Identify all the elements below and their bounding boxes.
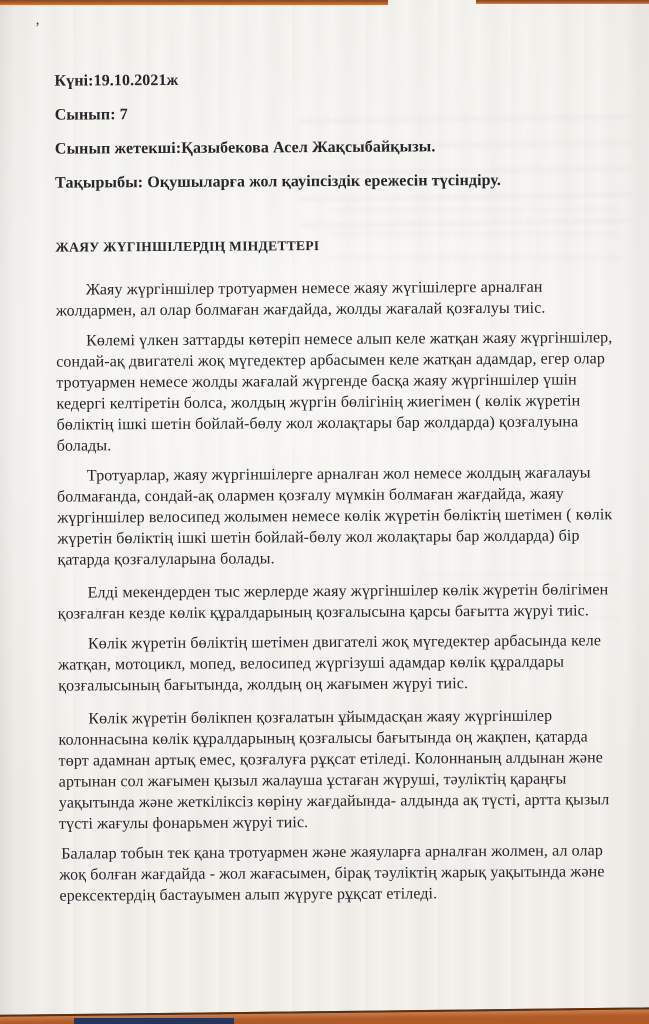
grade-line: Сынып: 7 [54, 106, 128, 124]
table-edge-navy-strip [74, 1018, 234, 1024]
date-line: Күні:19.10.2021ж [54, 71, 179, 90]
topic-line: Тақырыбы: Оқушыларға жол қауіпсіздік ережесін түсіндіру. [55, 171, 502, 192]
section-title: ЖАЯУ ЖҮГІНШІЛЕРДІҢ МІНДЕТТЕРІ [55, 238, 320, 255]
body-text [56, 276, 617, 906]
paragraph: Көлік жүретін бөліктің шетімен двигателі жоқ мүгедектер арбасында келе жатқан, мотоцикл, мопед, велосипед жүргізуші адамдар көлік құралдары қозғалысының бағытында, жолдың оң жағымен жүруі тиіс. [58, 632, 602, 695]
paragraph: Елді мекендерден тыс жерлерде жаяу жүргіншілер көлік жүретін бөлігімен қозғалған кезде көлік құралдарының қозғалысына қарсы бағытта жүруі тиіс. [57, 581, 609, 623]
paragraph: Жаяу жүргіншілер тротуармен немесе жаяу жүгішілерге арналған жолдармен, ал олар болмаған жағдайда, жолды жағалай қозғалуы тиіс. [55, 278, 546, 320]
teacher-line: Сынып жетекші:Қазыбекова Асел Жақсыбайқызы. [54, 138, 436, 158]
ink-speck: ’ [35, 20, 40, 36]
paragraph: Тротуарлар, жаяу жүргіншілерге арналған жол немесе жолдың жағалауы болмағанда, сондай-ақ олармен қозғалу мүмкін болмаған жағдайда, жаяу жүргіншілер велосипед жолымен немесе көлік жүретін бөліктің шетімен ( көлік жүретін бөліктің ішкі шетін бойлай-бөлу жол жолақтары бар жолдарда) бір қатарда қозғалуларына болады. [56, 464, 613, 569]
paragraph: Көлемі үлкен заттарды көтеріп немесе алып келе жатқан жаяу жүргіншілер, сондай-ақ двигателі жоқ мүгедектер арбасымен келе жатқан адамдар, егер олар тротуармен немесе жолды жағалай жүргенде басқа жаяу жүргіншілер үшін кедергі келтіретін болса, жолдың жүргін бөлігінің жиегімен ( көлік жүретін бөліктің ішкі шетін бойлай-бөлу жол жолақтары бар жолдарда) қозғалуына болады. [56, 329, 613, 455]
paragraph: Көлік жүретін бөлікпен қозғалатын ұйымдасқан жаяу жүргіншілер колоннасына көлік құралдарының қозғалысы бағытында оң жақпен, қатарда төрт адамнан артық емес, қозғалуға рұқсат етіледі. Колоннаның алдынан және артынан сол жағымен қызыл жалауша ұстаған жүруші, тәуліктің қараңғы уақытында және жеткіліксіз көріну жағдайында- алдында ақ түсті, артта қызыл түсті жағулы фонарьмен жүруі тиіс. [58, 707, 610, 833]
paragraph: Балалар тобын тек қана тротуармен және жаяуларға арналған жолмен, ал олар жоқ болған жағдайда - жол жағасымен, бірақ тәуліктің жарық уақытында және ерексектердің бастауымен алып жүруге рұқсат етіледі. [59, 842, 605, 905]
